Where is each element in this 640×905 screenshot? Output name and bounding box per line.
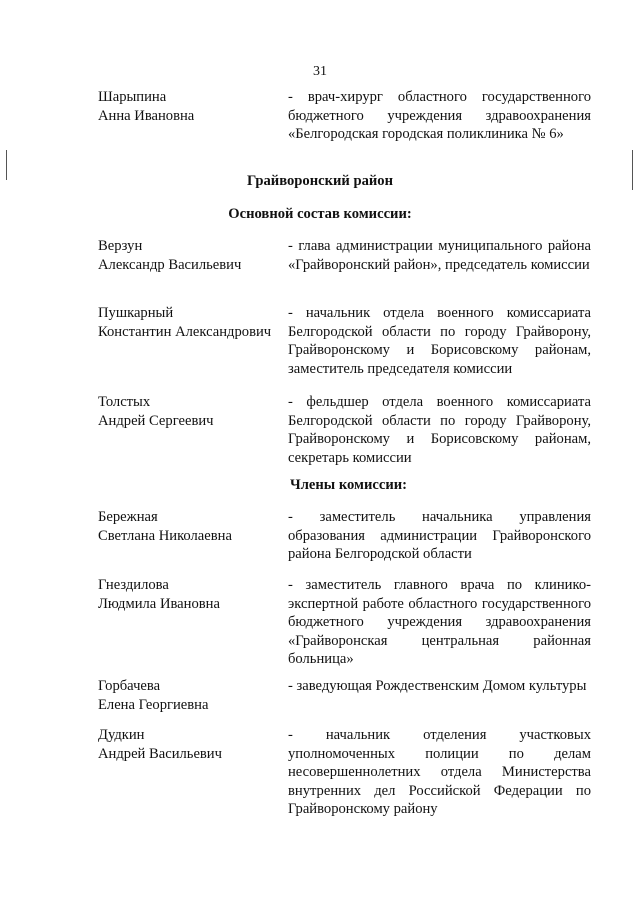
member-given-names: Андрей Сергеевич [98, 412, 214, 429]
member-name [98, 726, 283, 763]
member-surname: Гнездилова [98, 577, 169, 593]
member-surname: Толстых [98, 394, 151, 410]
member-name [98, 88, 283, 125]
member-given-names: Александр Васильевич [98, 256, 242, 273]
member-surname: Пушкарный [98, 305, 174, 321]
member-role: - заместитель главного врача по клинико-экспертной работе областного государственного бюджетного учреждения здравоохранения «Грайворонская центральная районная больница» [288, 577, 591, 668]
member-given-names: Елена Георгиевна [98, 696, 209, 713]
member-given-names: Константин Александрович [98, 323, 272, 340]
member-name [98, 576, 283, 613]
member-given-names: Светлана Николаевна [98, 527, 232, 544]
member-name [98, 677, 283, 714]
main-section-title: Основной состав комиссии: [228, 206, 412, 222]
member-surname: Горбачева [98, 678, 161, 694]
member-role: - фельдшер отдела военного комиссариата Белгородской области по городу Грайворону, Грайворонскому и Борисовскому районам, секретарь комиссии [288, 394, 591, 466]
member-surname: Верзун [98, 238, 143, 254]
member-name [98, 393, 283, 430]
member-role: - начальник отдела военного комиссариата Белгородской области по городу Грайворону, Грайворонскому и Борисовскому районам, заместитель председателя комиссии [288, 305, 591, 377]
member-role: - заместитель начальника управления образования администрации Грайворонского района Белгородской области [288, 509, 591, 563]
member-surname: Дудкин [98, 727, 145, 743]
member-given-names: Людмила Ивановна [98, 595, 220, 612]
member-role: - врач-хирург областного государственного бюджетного учреждения здравоохранения «Белгородская городская поликлиника № 6» [288, 89, 591, 143]
member-name [98, 237, 283, 274]
member-given-names: Анна Ивановна [98, 107, 195, 124]
member-role: - заведующая Рождественским Домом культуры [288, 678, 587, 694]
member-role: - начальник отделения участковых уполномоченных полиции по делам несовершеннолетних отдела Министерства внутренних дел Российской Федерации по Грайворонскому району [288, 727, 591, 818]
page-number: 31 [313, 64, 327, 79]
member-given-names: Андрей Васильевич [98, 745, 222, 762]
member-surname: Шарыпина [98, 89, 167, 105]
members-section-title: Члены комиссии: [290, 477, 408, 493]
member-surname: Бережная [98, 509, 158, 525]
member-name [98, 304, 283, 341]
member-name [98, 508, 283, 545]
member-role: - глава администрации муниципального района «Грайворонский район», председатель комиссии [288, 238, 591, 273]
district-title: Грайворонский район [247, 173, 393, 189]
